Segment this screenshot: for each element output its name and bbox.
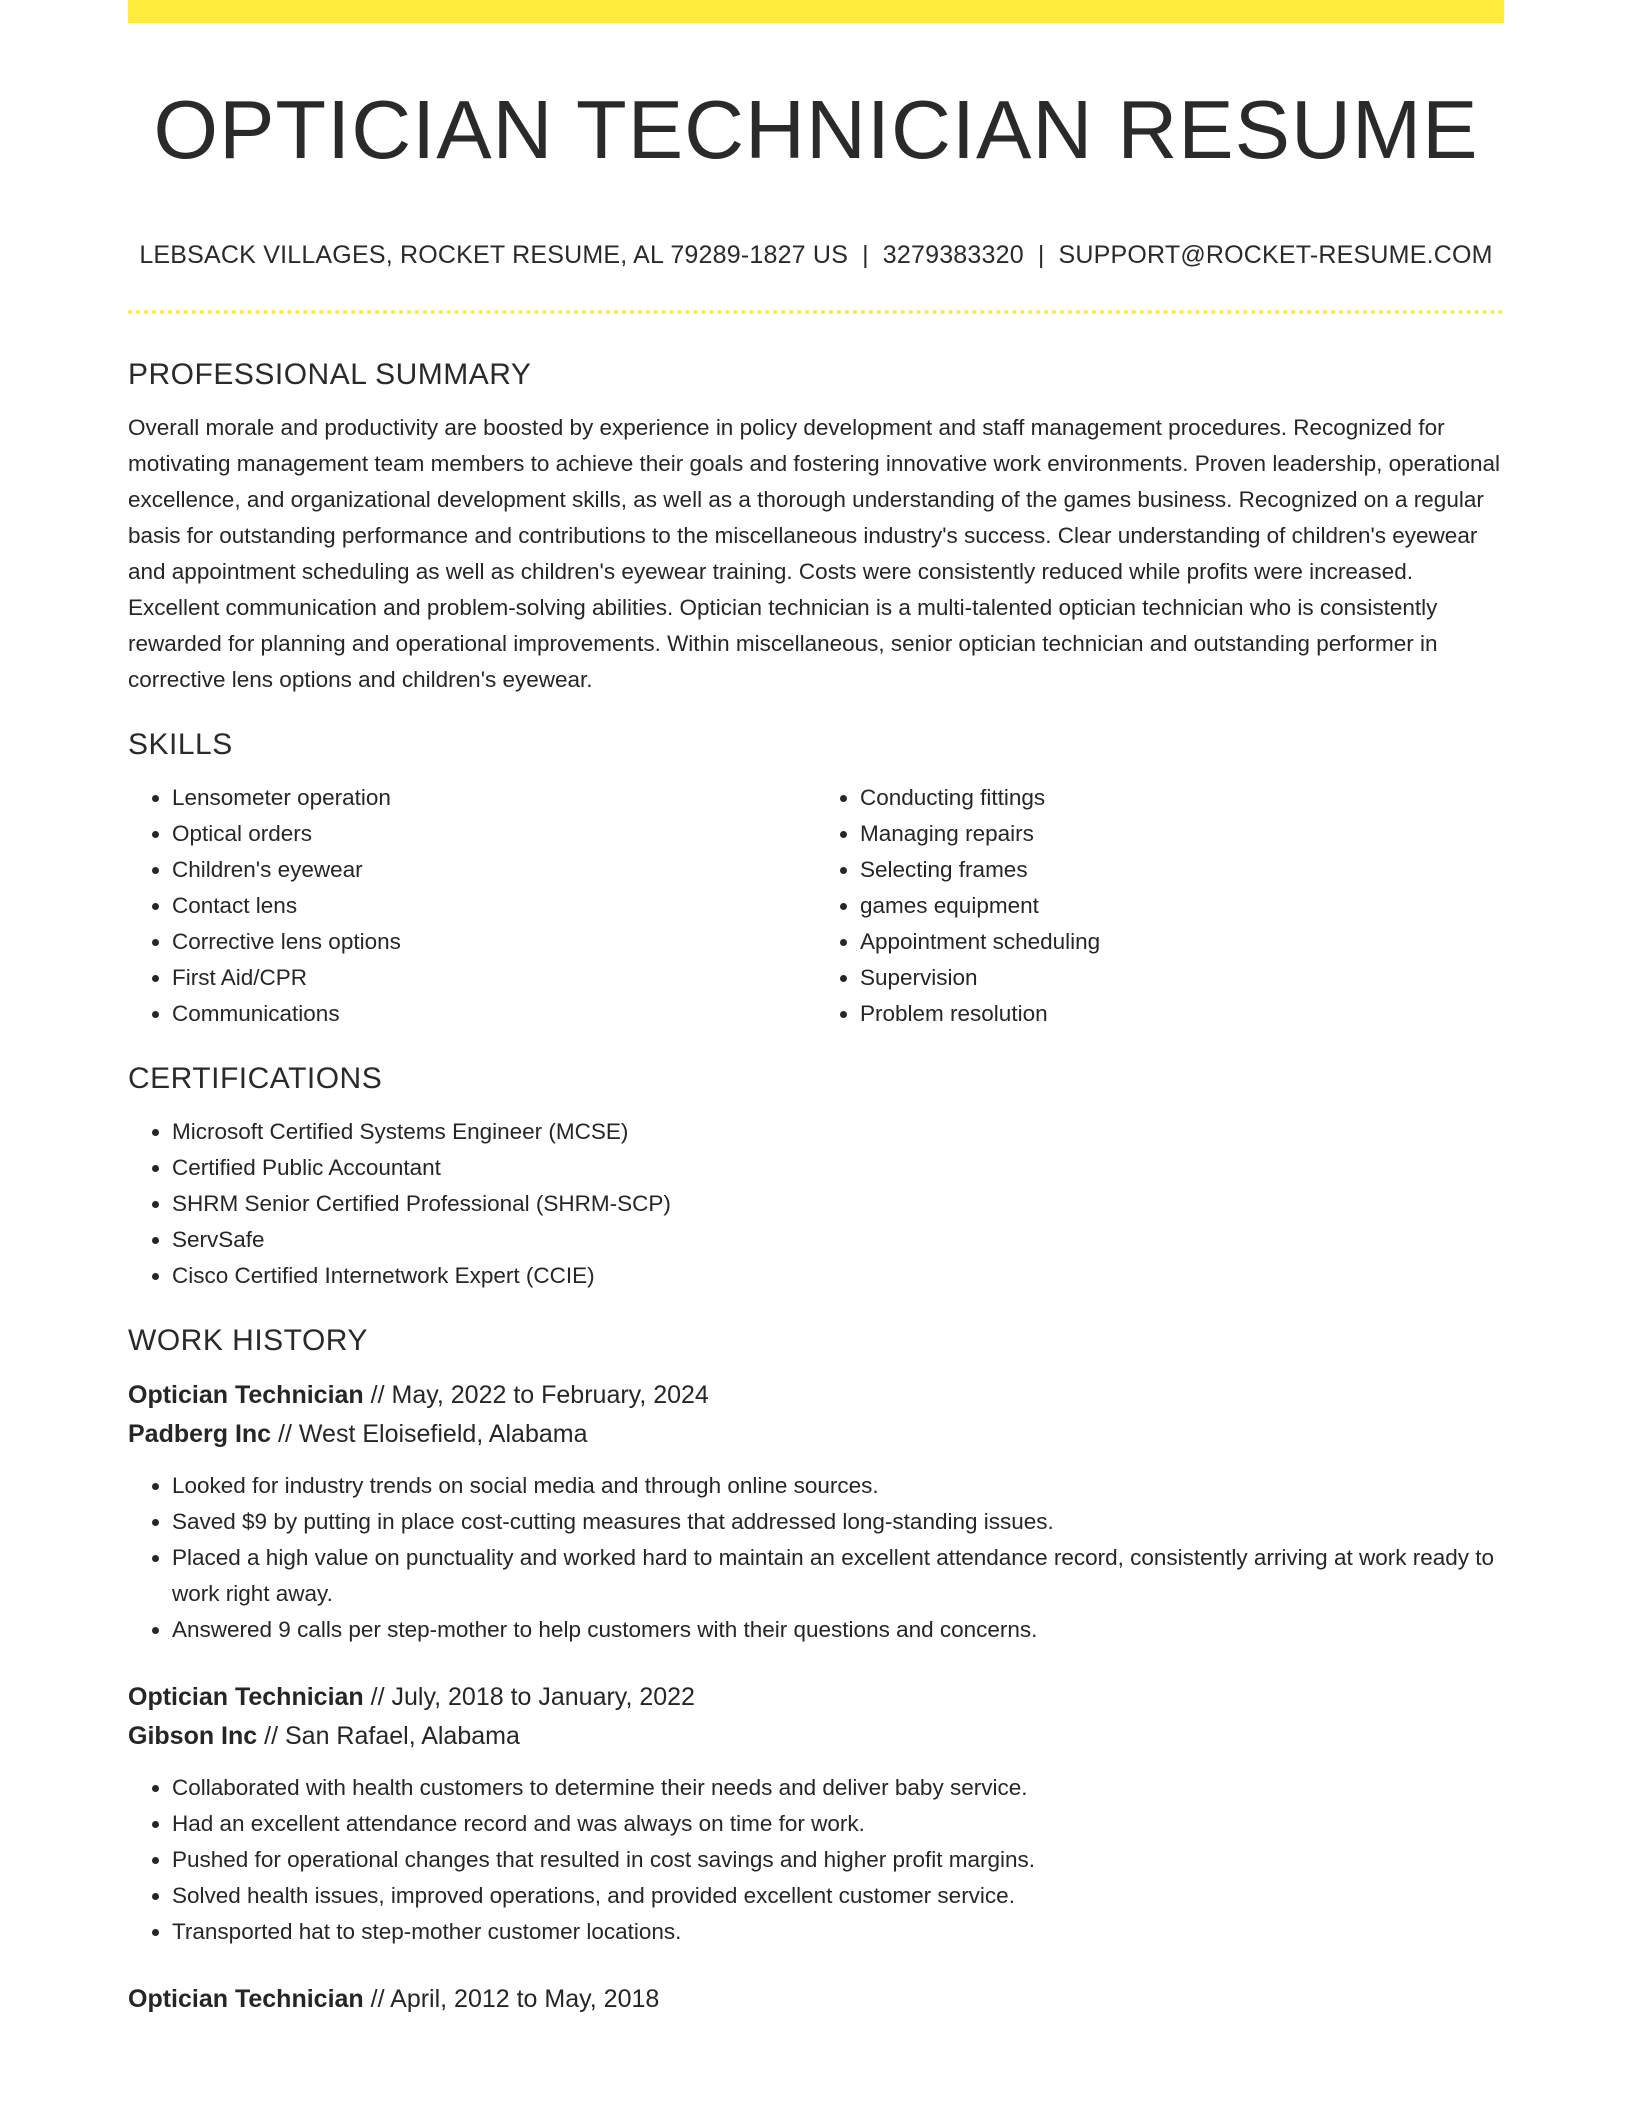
certification-item: • ServSafe — [172, 1222, 1504, 1258]
skill-item: • games equipment — [860, 888, 1504, 924]
skill-item: • Contact lens — [172, 888, 816, 924]
job-company-line — [128, 1415, 1504, 1454]
certifications-list — [128, 1114, 1504, 1294]
skill-item: • Children's eyewear — [172, 852, 816, 888]
skill-item: • Appointment scheduling — [860, 924, 1504, 960]
job-duty-item: • Collaborated with health customers to determine their needs and deliver baby service. — [172, 1770, 1504, 1806]
job-dates: May, 2022 to February, 2024 — [391, 1381, 709, 1410]
job-duty-item: • Looked for industry trends on social media and through online sources. — [172, 1468, 1504, 1504]
skill-item: • Communications — [172, 996, 816, 1032]
work-history-section — [128, 1324, 1504, 2019]
page-title: OPTICIAN TECHNICIAN RESUME — [153, 83, 1479, 176]
certification-item: • Microsoft Certified Systems Engineer (MCSE) — [172, 1114, 1504, 1150]
job-duty-item: • Transported hat to step-mother customer locations. — [172, 1914, 1504, 1950]
skills-section — [128, 728, 1504, 1032]
job-title-line — [128, 1678, 1504, 1717]
certification-item: • SHRM Senior Certified Professional (SHRM-SCP) — [172, 1186, 1504, 1222]
skill-item: • Corrective lens options — [172, 924, 816, 960]
job-company-line — [128, 1717, 1504, 1756]
job-location: West Eloisefield, Alabama — [298, 1420, 588, 1449]
skills-list-right — [816, 780, 1504, 1032]
job-duties-list — [128, 1468, 1504, 1648]
job-location: San Rafael, Alabama — [285, 1722, 520, 1751]
contact-phone: 3279383320 — [882, 241, 1024, 270]
skill-item: • First Aid/CPR — [172, 960, 816, 996]
header-divider — [128, 310, 1504, 314]
job-title-line — [128, 1980, 1504, 2019]
contact-separator: | — [1037, 241, 1045, 270]
job-divider: // — [370, 1985, 385, 2014]
certifications-section — [128, 1062, 1504, 1294]
job-entry — [128, 1678, 1504, 1950]
certification-item: • Cisco Certified Internetwork Expert (CCIE) — [172, 1258, 1504, 1294]
section-heading-work-history: WORK HISTORY — [128, 1324, 368, 1358]
summary-section — [128, 358, 1504, 698]
job-duties-list — [128, 1770, 1504, 1950]
job-entry — [128, 1376, 1504, 1648]
contact-address: LEBSACK VILLAGES, ROCKET RESUME, AL 79289-1827 US — [139, 241, 849, 270]
certification-item: • Certified Public Accountant — [172, 1150, 1504, 1186]
job-duty-item: • Pushed for operational changes that resulted in cost savings and higher profit margins. — [172, 1842, 1504, 1878]
job-title-line — [128, 1376, 1504, 1415]
skills-list-left — [128, 780, 816, 1032]
skill-item: • Managing repairs — [860, 816, 1504, 852]
job-title: Optician Technician — [128, 1683, 364, 1712]
job-divider: // — [370, 1381, 385, 1410]
section-heading-skills: SKILLS — [128, 728, 233, 762]
summary-text: Overall morale and productivity are boosted by experience in policy development and staff management procedures. Recognized for motivating management team members to achieve their goals and fostering innovative work environments. Proven leadership, operational excellence, and organizational development skills, as well as a thorough understanding of the games business. Recognized on a regular basis for outstanding performance and contributions to the miscellaneous industry's success. Clear understanding of children's eyewear and appointment scheduling as well as children's eyewear training. Costs were consistently reduced while profits were increased. Excellent communication and problem-solving abilities. Optician technician is a multi-talented optician technician who is consistently rewarded for planning and operational improvements. Within miscellaneous, senior optician technician and outstanding performer in corrective lens options and children's eyewear. — [128, 415, 1500, 693]
job-company: Padberg Inc — [128, 1420, 272, 1449]
skill-item: • Supervision — [860, 960, 1504, 996]
job-duty-item: • Had an excellent attendance record and was always on time for work. — [172, 1806, 1504, 1842]
job-entry — [128, 1980, 1504, 2019]
header-accent-bar — [128, 0, 1504, 23]
job-duty-item: • Solved health issues, improved operations, and provided excellent customer service. — [172, 1878, 1504, 1914]
job-duty-item: • Saved $9 by putting in place cost-cutting measures that addressed long-standing issues. — [172, 1504, 1504, 1540]
section-heading-summary: PROFESSIONAL SUMMARY — [128, 358, 532, 392]
contact-separator: | — [862, 241, 869, 270]
job-divider: // — [264, 1722, 279, 1751]
job-divider: // — [370, 1683, 385, 1712]
job-dates: April, 2012 to May, 2018 — [390, 1985, 660, 2014]
job-title: Optician Technician — [128, 1381, 364, 1410]
skill-item: • Lensometer operation — [172, 780, 816, 816]
skill-item: • Problem resolution — [860, 996, 1504, 1032]
job-divider: // — [278, 1420, 292, 1449]
skill-item: • Conducting fittings — [860, 780, 1504, 816]
contact-email: SUPPORT@ROCKET-RESUME.COM — [1058, 241, 1493, 270]
job-dates: July, 2018 to January, 2022 — [391, 1683, 695, 1712]
job-company: Gibson Inc — [128, 1722, 258, 1751]
job-title: Optician Technician — [128, 1985, 364, 2014]
skill-item: • Optical orders — [172, 816, 816, 852]
job-duty-item: • Answered 9 calls per step-mother to help customers with their questions and concerns. — [172, 1612, 1504, 1648]
skill-item: • Selecting frames — [860, 852, 1504, 888]
contact-line — [128, 241, 1504, 270]
resume-page — [128, 0, 1504, 2049]
job-duty-item: • Placed a high value on punctuality and worked hard to maintain an excellent attendance record, consistently arriving at work ready to work right away. — [172, 1540, 1504, 1612]
skills-grid — [128, 780, 1504, 1032]
section-heading-certifications: CERTIFICATIONS — [128, 1062, 383, 1096]
